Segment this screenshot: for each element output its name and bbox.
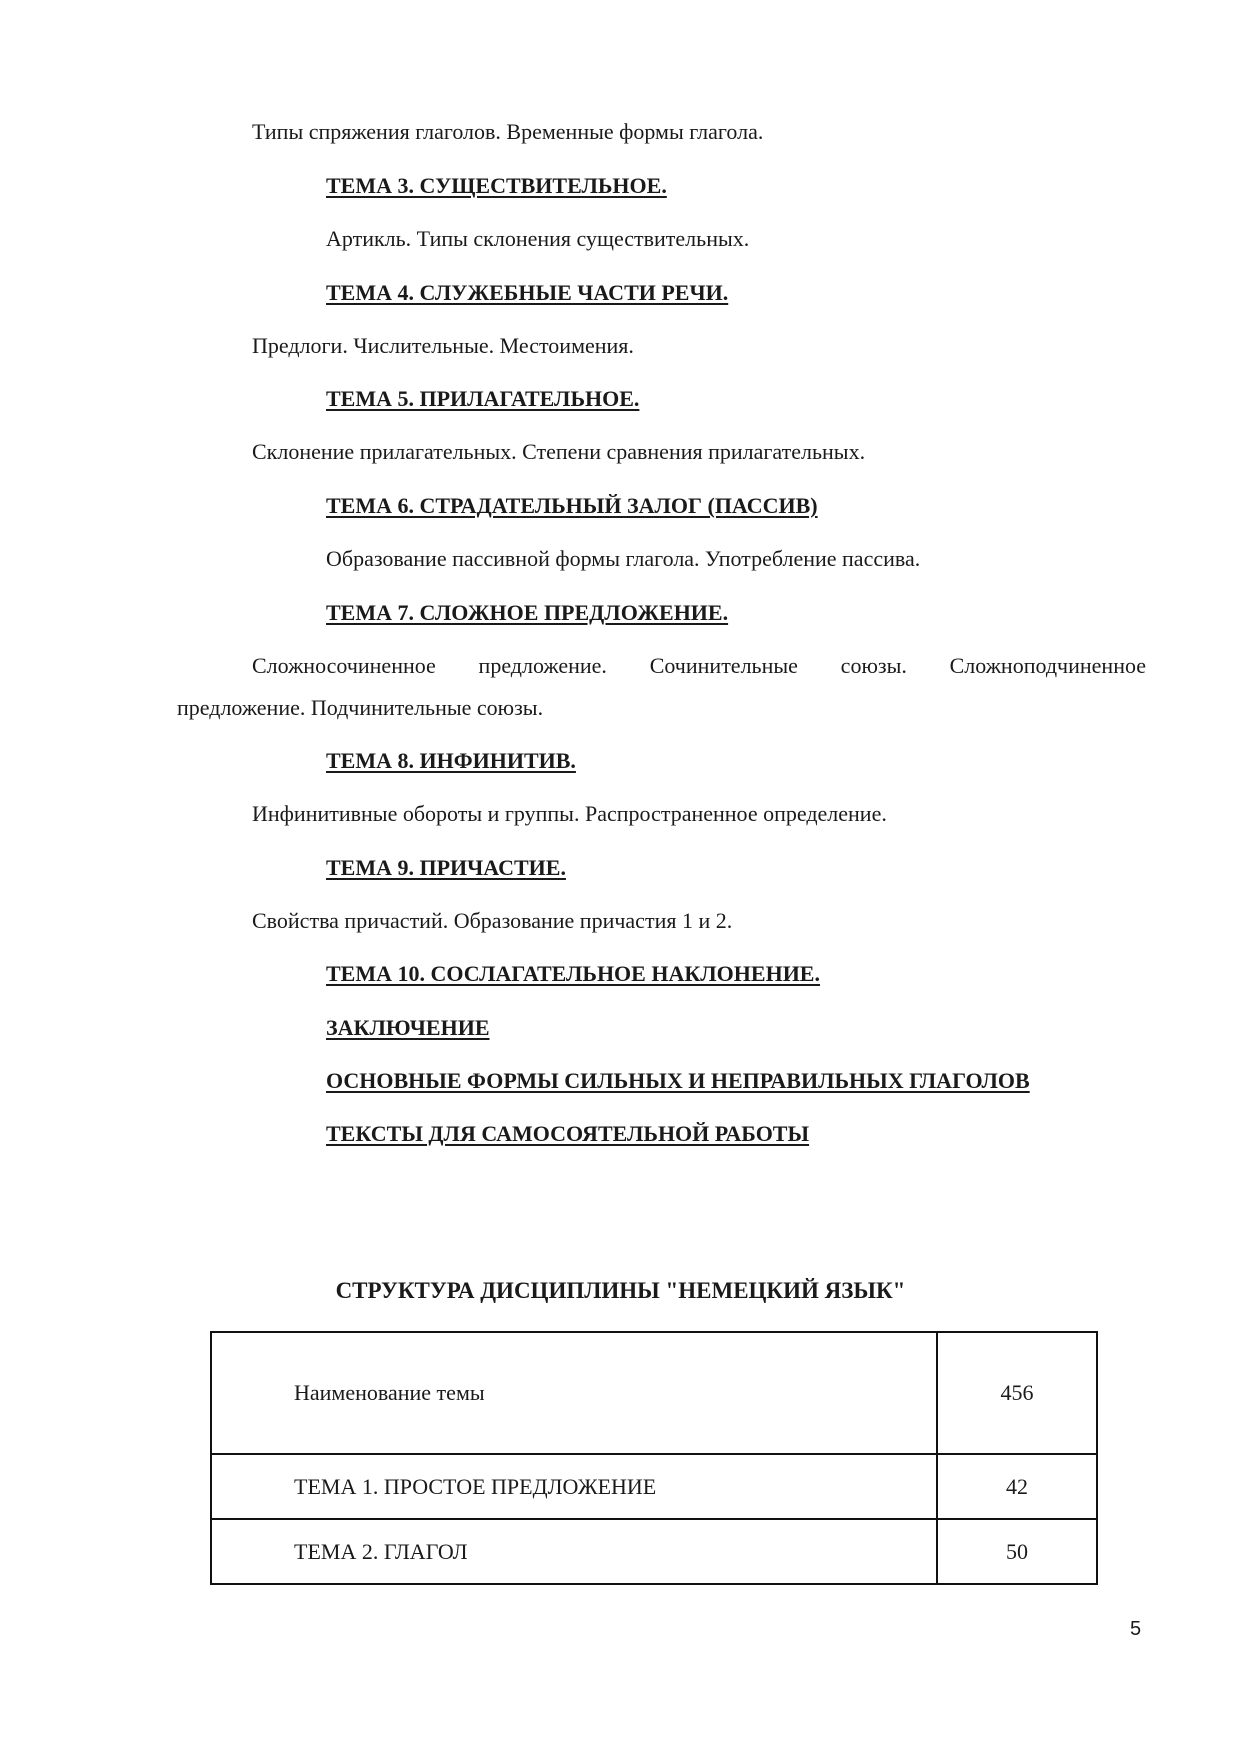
table-header-row — [211, 1332, 1097, 1454]
topic3-text: Артикль. Типы склонения существительных. — [326, 226, 750, 251]
structure-title: СТРУКТУРА ДИСЦИПЛИНЫ "НЕМЕЦКИЙ ЯЗЫК" — [335, 1278, 906, 1303]
intro-text: Типы спряжения глаголов. Временные формы глагола. — [252, 119, 764, 144]
topic4-text: Предлоги. Числительные. Местоимения. — [252, 333, 634, 358]
topic6-heading: ТЕМА 6. СТРАДАТЕЛЬНЫЙ ЗАЛОГ (ПАССИВ) — [326, 493, 818, 518]
structure-table — [210, 1331, 1098, 1585]
topic7-heading: ТЕМА 7. СЛОЖНОЕ ПРЕДЛОЖЕНИЕ. — [326, 600, 729, 625]
verbs-heading: ОСНОВНЫЕ ФОРМЫ СИЛЬНЫХ И НЕПРАВИЛЬНЫХ ГЛАГОЛОВ — [326, 1068, 1030, 1093]
topic9-heading: ТЕМА 9. ПРИЧАСТИЕ. — [326, 855, 566, 880]
table-cell-hours: 42 — [937, 1454, 1097, 1519]
table-row — [211, 1519, 1097, 1584]
topic5-heading: ТЕМА 5. ПРИЛАГАТЕЛЬНОЕ. — [326, 386, 640, 411]
topic7-text-line1: Сложносочиненное предложение. Сочинительные союзы. Сложноподчиненное — [252, 653, 1146, 678]
topic4-heading: ТЕМА 4. СЛУЖЕБНЫЕ ЧАСТИ РЕЧИ. — [326, 280, 729, 305]
topic5-text: Склонение прилагательных. Степени сравнения прилагательных. — [252, 439, 866, 464]
topic6-text: Образование пассивной формы глагола. Употребление пассива. — [326, 546, 921, 571]
topic10-heading: ТЕМА 10. СОСЛАГАТЕЛЬНОЕ НАКЛОНЕНИЕ. — [326, 961, 820, 986]
topic8-text: Инфинитивные обороты и группы. Распространенное определение. — [252, 801, 887, 826]
table-header-hours: 456 — [937, 1332, 1097, 1454]
table-cell-name: ТЕМА 2. ГЛАГОЛ — [211, 1519, 937, 1584]
conclusion-heading: ЗАКЛЮЧЕНИЕ — [326, 1015, 490, 1040]
table-cell-hours: 50 — [937, 1519, 1097, 1584]
topic9-text: Свойства причастий. Образование причастия 1 и 2. — [252, 908, 733, 933]
page-number: 5 — [1130, 1618, 1142, 1640]
topic7-text-line2: предложение. Подчинительные союзы. — [177, 695, 544, 720]
texts-heading: ТЕКСТЫ ДЛЯ САМОСОЯТЕЛЬНОЙ РАБОТЫ — [326, 1121, 810, 1146]
table-row — [211, 1454, 1097, 1519]
topic8-heading: ТЕМА 8. ИНФИНИТИВ. — [326, 748, 576, 773]
table-cell-name: ТЕМА 1. ПРОСТОЕ ПРЕДЛОЖЕНИЕ — [211, 1454, 937, 1519]
table-header-name: Наименование темы — [211, 1332, 937, 1454]
topic3-heading: ТЕМА 3. СУЩЕСТВИТЕЛЬНОЕ. — [326, 173, 667, 198]
